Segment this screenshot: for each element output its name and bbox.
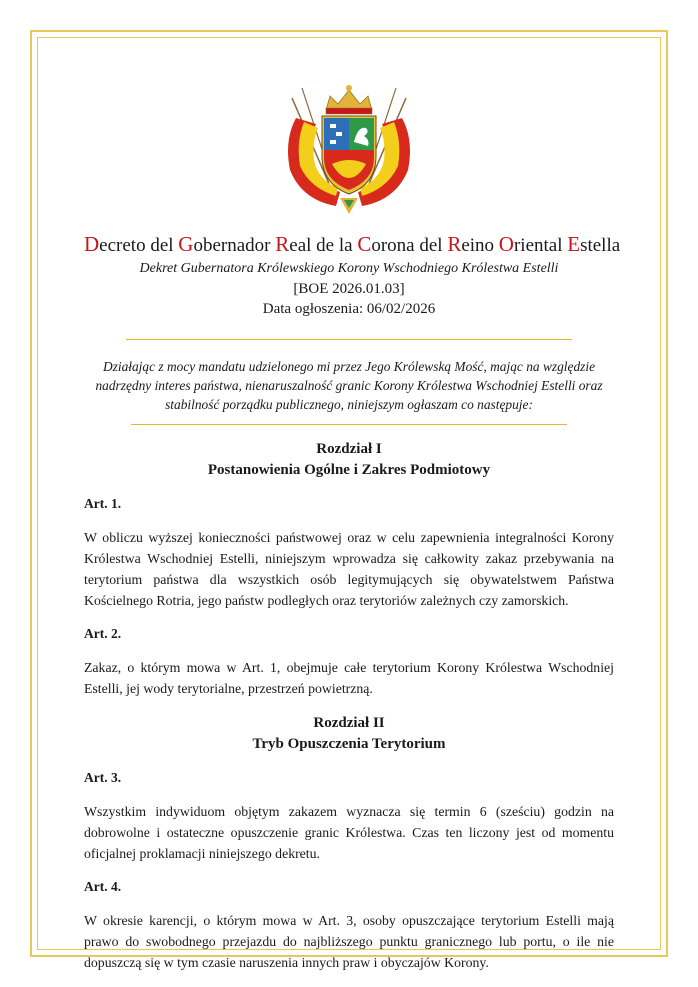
article-label: Art. 1.	[84, 496, 122, 511]
announcement-date: Data ogłoszenia: 06/02/2026	[262, 301, 436, 317]
preamble: Działając z mocy mandatu udzielonego mi przez Jego Królewską Mość, mając na względzie nadrzędny interes państwa, nienaruszalność granic Korony Królestwa Wschodniej Estelli oraz stabilność porządku publicznego, niniejszym ogłaszam co następuje:	[95, 359, 603, 412]
chapter-title: Tryb Opuszczenia Terytorium	[252, 736, 446, 752]
decree-title	[84, 232, 621, 258]
title-part: Estella	[567, 232, 621, 256]
article-text: W obliczu wyższej konieczności państwowej oraz w celu zapewnienia integralności Korony Królestwa Wschodniej Estelli, niniejszym wprowadza się całkowity zakaz przebywania na terytorium państwa dla wszystkich osób legitymujących się obywatelstwem Państwa Kościelnego Rotria, jego państw podległych oraz terytoriów zależnych czy zamorskich.	[84, 530, 614, 608]
decree-subtitle: Dekret Gubernatora Królewskiego Korony Wschodniego Królestwa Estelli	[139, 261, 559, 276]
article-label: Art. 4.	[84, 879, 122, 894]
boe-reference: [BOE 2026.01.03]	[293, 281, 405, 297]
title-part: Oriental	[498, 232, 568, 256]
title-part: Reino	[447, 232, 499, 256]
title-part: Corona del	[357, 232, 448, 256]
title-part: Decreto del	[84, 232, 179, 256]
chapter-title: Postanowienia Ogólne i Zakres Podmiotowy	[207, 462, 491, 478]
article-text: Wszystkim indywiduom objętym zakazem wyznacza się termin 6 (sześciu) godzin na dobrowolne i ostateczne opuszczenie granic Królestwa. Czas ten liczony jest od momentu oficjalnej proklamacji niniejszego dekretu.	[84, 804, 614, 861]
coat-of-arms	[84, 80, 614, 220]
divider-bottom	[131, 424, 567, 425]
chapter-number: Rozdział I	[316, 441, 382, 457]
title-part: Gobernador	[178, 232, 276, 256]
divider-top	[126, 339, 572, 340]
coat-of-arms-emblem	[274, 80, 424, 220]
article-text: W okresie karencji, o którym mowa w Art. 3, osoby opuszczające terytorium Estelli mają prawo do swobodnego przejazdu do najbliższego punktu granicznego lub portu, o ile nie dopuszczą się w tym czasie naruszenia innych praw i obyczajów Korony.	[84, 913, 614, 970]
chapter-1-heading	[84, 439, 614, 481]
chapter-2-heading	[84, 713, 614, 755]
chapter-number: Rozdział II	[313, 715, 385, 731]
article-text: Zakaz, o którym mowa w Art. 1, obejmuje całe terytorium Korony Królestwa Wschodniej Estelli, jej wody terytorialne, przestrzeń powietrzną.	[84, 660, 614, 696]
document-content	[84, 80, 621, 973]
article-label: Art. 3.	[84, 770, 122, 785]
article-label: Art. 2.	[84, 626, 122, 641]
title-part: Real de la	[275, 232, 358, 256]
